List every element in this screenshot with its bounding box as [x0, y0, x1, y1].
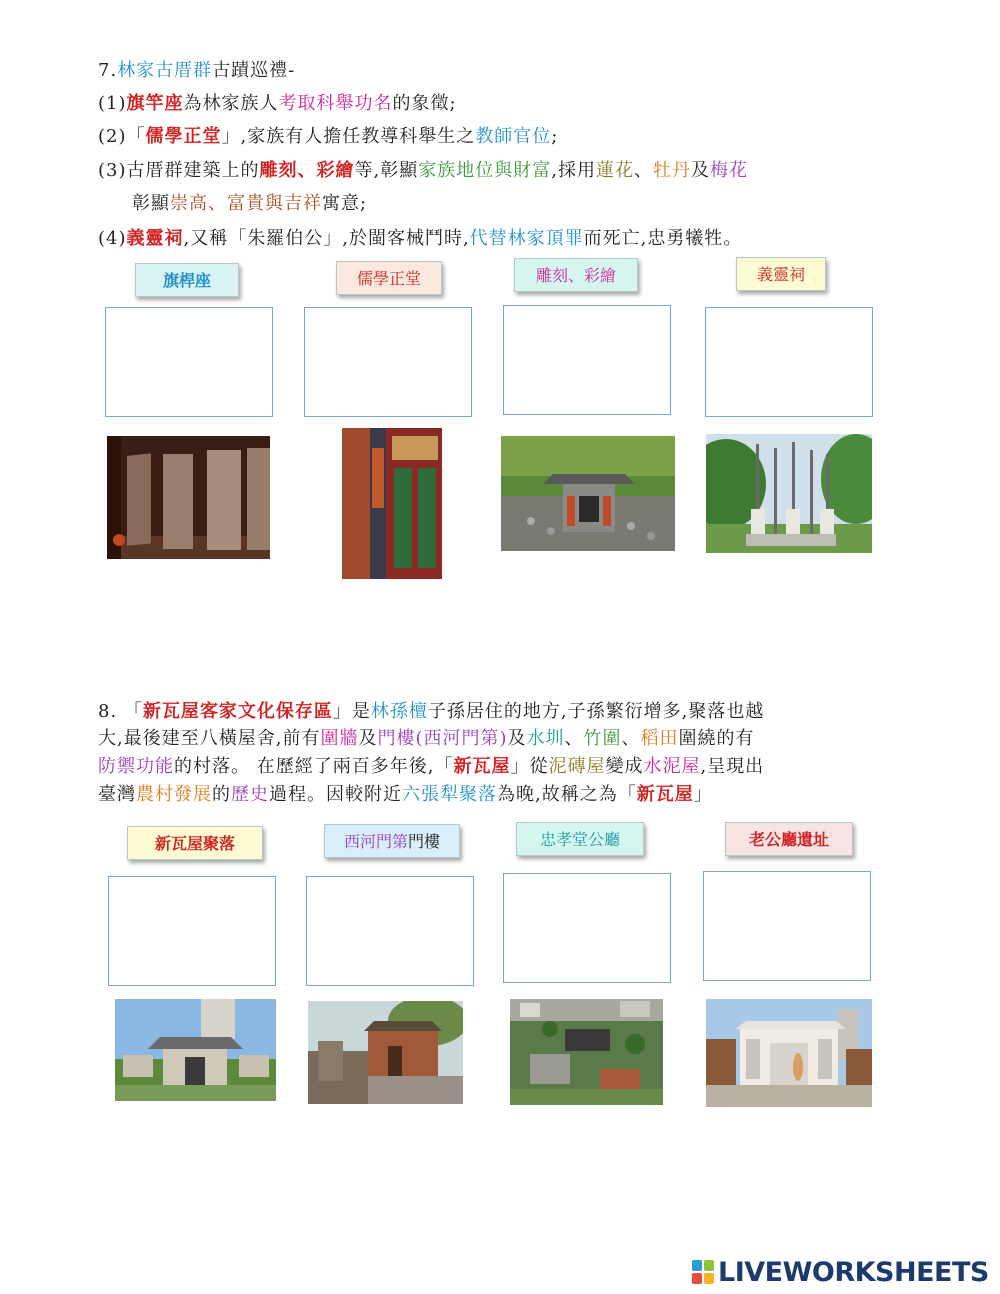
text-segment: 忠孝堂公廳 [539, 830, 620, 849]
text-segment: 」從 [510, 756, 549, 777]
text-segment: 」是 [332, 701, 371, 722]
text-segment: 8. 「 [98, 701, 143, 722]
logo-text: LIVEWORKSHEETS [718, 1256, 989, 1288]
text-segment: ; [551, 126, 559, 147]
label-zhongxiao-hall[interactable] [516, 822, 644, 856]
text-segment: 及 [690, 160, 710, 181]
text-segment: (4) [98, 228, 127, 249]
text-segment: 六張犁聚落 [402, 784, 497, 805]
text-segment: 等,彰顯 [354, 160, 419, 181]
text-segment: 新瓦屋聚落 [154, 834, 235, 853]
drop-box-8-4[interactable] [703, 871, 871, 981]
drop-box-7-4[interactable] [705, 307, 873, 417]
text-segment: 門樓(西河門第) [377, 728, 508, 749]
text-segment: (1) [98, 93, 127, 114]
text-segment: 崇高、富貴與吉祥 [170, 193, 322, 214]
text-segment: 變成 [605, 756, 644, 777]
text-segment: ,採用 [551, 160, 596, 181]
label-xinwawu-settlement[interactable] [127, 826, 263, 860]
text-segment: 過程。因較附近 [269, 784, 402, 805]
text-segment: 蓮花 [595, 160, 634, 181]
text-segment: 門樓 [408, 832, 441, 851]
text-segment: 的象徵; [392, 93, 457, 114]
text-segment: 而死亡,忠勇犧牲。 [583, 228, 743, 249]
photo-old-hall-site [706, 999, 872, 1107]
text-segment: 儒學正堂 [145, 126, 222, 147]
photo-mud-brick-ruins [308, 1001, 463, 1104]
text-segment: ,呈現出 [700, 756, 765, 777]
text-segment: 稻田 [640, 728, 679, 749]
text-segment: 及 [358, 728, 378, 749]
text-segment: 義靈祠 [126, 228, 184, 249]
s8-line-2 [98, 726, 755, 752]
text-segment: 梅花 [709, 160, 748, 181]
text-segment: 」 [693, 784, 713, 805]
drop-box-7-2[interactable] [304, 307, 472, 417]
text-segment: 西河門第 [343, 832, 408, 851]
text-segment: 農村發展 [136, 784, 212, 805]
s7-item-3-cont [132, 191, 367, 217]
text-segment: 水圳 [526, 728, 565, 749]
drop-box-7-3[interactable] [503, 305, 671, 415]
photo-shrine [501, 436, 675, 551]
text-segment: 考取科舉功名 [278, 93, 393, 114]
text-segment: 新瓦屋 [453, 756, 511, 777]
text-segment: 牡丹 [652, 160, 691, 181]
text-segment: 老公廳遺址 [748, 830, 829, 849]
text-segment: 大,最後建至八橫屋舍,前有 [98, 728, 321, 749]
text-segment: 旗竿座 [126, 93, 184, 114]
text-segment: 7. [98, 60, 118, 81]
text-segment: 林孫檀 [370, 701, 428, 722]
text-segment: (2)「 [98, 126, 146, 147]
text-segment: 林家古厝群 [117, 60, 213, 81]
text-segment: 歷史 [231, 784, 269, 805]
liveworksheets-logo [692, 1257, 989, 1287]
text-segment: 雕刻、彩繪 [259, 160, 355, 181]
text-segment: 的 [212, 784, 231, 805]
text-segment: 及 [507, 728, 527, 749]
text-segment: 臺灣 [98, 784, 136, 805]
text-segment: 新瓦屋客家文化保存區 [142, 701, 333, 722]
drop-box-8-3[interactable] [503, 873, 671, 983]
s7-item-3 [98, 158, 748, 184]
s8-line-1 [98, 699, 764, 725]
s8-line-3 [98, 754, 764, 780]
s7-item-2 [98, 124, 558, 150]
text-segment: 泥磚屋 [548, 756, 606, 777]
photo-aerial-hall [510, 999, 663, 1105]
s7-title [98, 58, 295, 84]
text-segment: 竹圍 [583, 728, 622, 749]
text-segment: (3)古厝群建築上的 [98, 160, 260, 181]
text-segment: 古蹟巡禮- [212, 60, 296, 81]
text-segment: 新瓦屋 [636, 784, 694, 805]
text-segment: 彰顯 [132, 193, 170, 214]
text-segment: 子孫居住的地方,子孫繁衍增多,聚落也越 [427, 701, 765, 722]
text-segment: 、 [633, 160, 653, 181]
photo-plaques [107, 436, 270, 559]
drop-box-8-2[interactable] [306, 876, 474, 986]
text-segment: 防禦功能 [98, 756, 174, 777]
drop-box-8-1[interactable] [108, 876, 276, 986]
text-segment: 」,家族有人擔任教導科舉生之 [221, 126, 476, 147]
text-segment: 圍牆 [320, 728, 359, 749]
text-segment: ,又稱「朱羅伯公」,於閩客械鬥時, [183, 228, 470, 249]
photo-flagpoles [706, 434, 872, 553]
drop-box-7-1[interactable] [105, 307, 273, 417]
text-segment: 教師官位 [475, 126, 552, 147]
text-segment: 代替林家頂罪 [469, 228, 584, 249]
text-segment: 圍繞的有 [678, 728, 755, 749]
s7-item-1 [98, 91, 457, 117]
text-segment: 寓意; [322, 193, 368, 214]
logo-mark-icon [692, 1260, 714, 1284]
label-old-hall-ruins[interactable] [725, 822, 853, 856]
s7-item-4 [98, 226, 742, 252]
text-segment: 為林家族人 [183, 93, 279, 114]
text-segment: 家族地位與財富 [418, 160, 552, 181]
text-segment: 、 [621, 728, 641, 749]
label-confucian-hall[interactable]: 儒學正堂 [336, 261, 442, 295]
photo-carved-door [342, 428, 442, 579]
label-xihe-gate-tower[interactable] [324, 824, 460, 858]
photo-settlement-gate [115, 999, 276, 1101]
text-segment: 水泥屋 [643, 756, 701, 777]
label-flagpole-base[interactable]: 旗桿座 [135, 263, 239, 297]
text-segment: 、 [564, 728, 584, 749]
text-segment: 為晚,故稱之為「 [497, 784, 637, 805]
label-carving-painting[interactable]: 雕刻、彩繪 [514, 258, 638, 292]
label-yiling-shrine[interactable]: 義靈祠 [736, 257, 826, 291]
text-segment: 的村落。 在歷經了兩百多年後,「 [174, 756, 454, 777]
s8-line-4 [98, 782, 713, 808]
